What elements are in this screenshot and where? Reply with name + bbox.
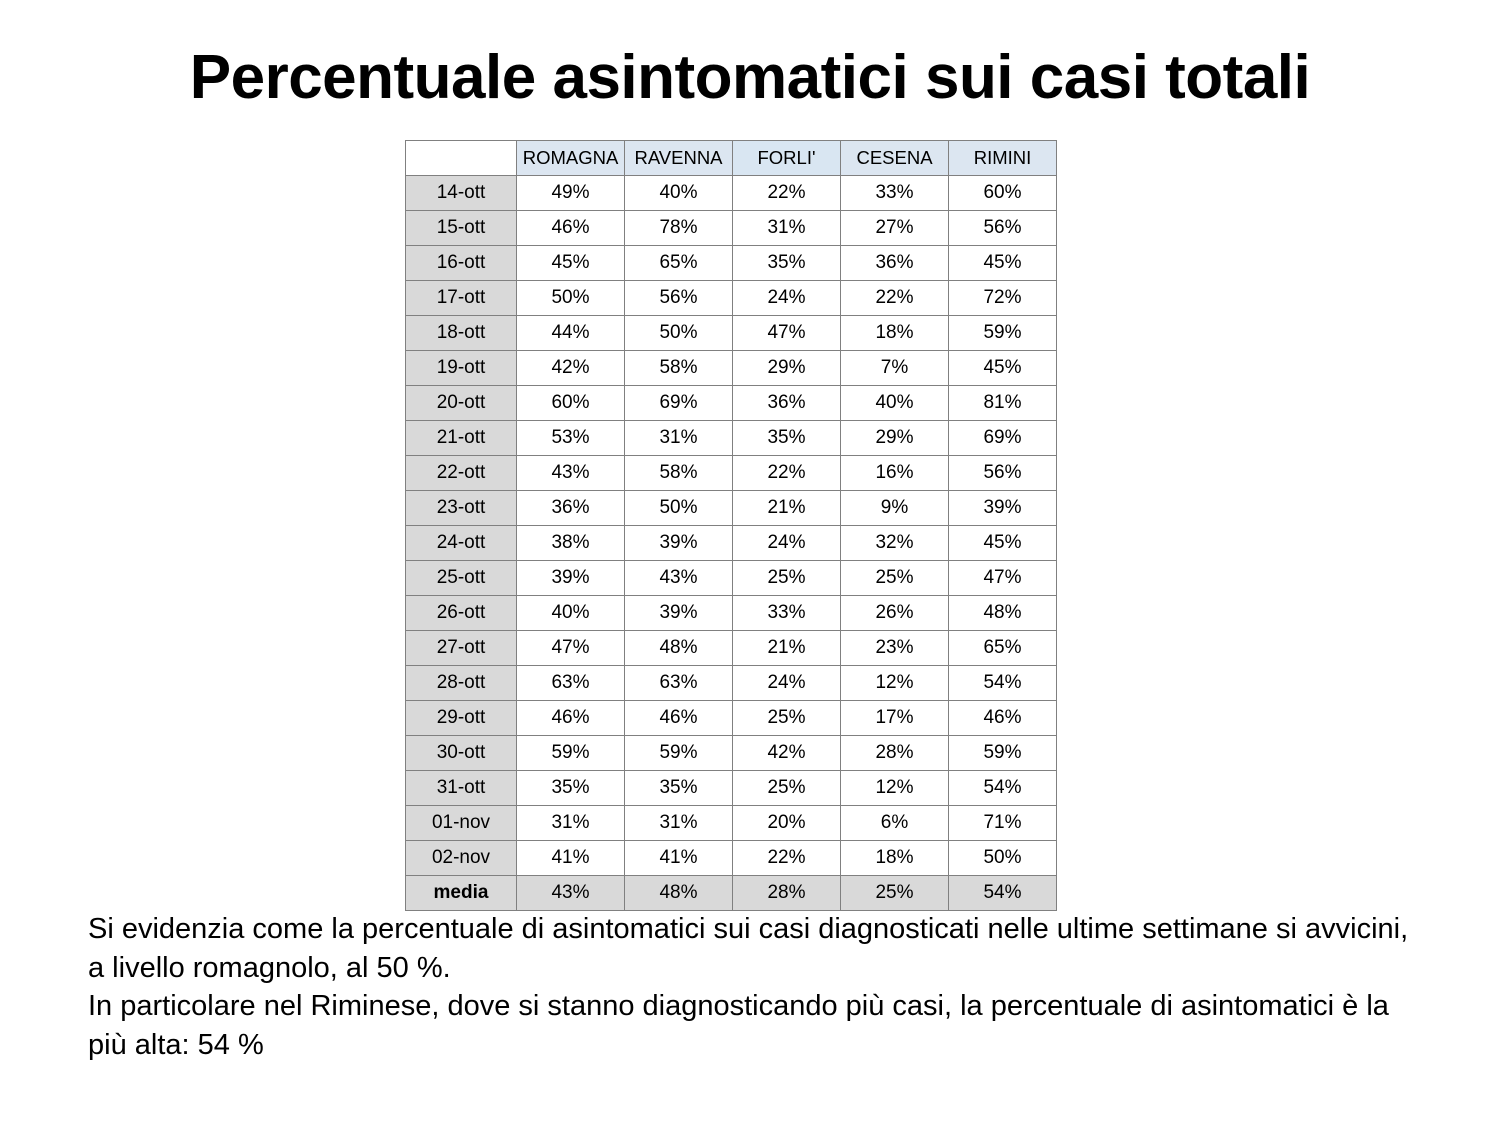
table-cell: 42% <box>733 736 841 771</box>
table-cell: 63% <box>625 666 733 701</box>
table-cell: 39% <box>625 526 733 561</box>
table-row <box>406 351 1057 386</box>
table-cell: 54% <box>949 876 1057 911</box>
table-row <box>406 561 1057 596</box>
table-cell: 35% <box>517 771 625 806</box>
table-cell: 81% <box>949 386 1057 421</box>
table-cell: 50% <box>949 841 1057 876</box>
table-cell: 28% <box>733 876 841 911</box>
table-cell: 22% <box>733 176 841 211</box>
table-cell: 22% <box>841 281 949 316</box>
table-cell: 45% <box>517 246 625 281</box>
table-cell: 25% <box>841 876 949 911</box>
table-row-header: 22-ott <box>406 456 517 491</box>
table-row-header: 19-ott <box>406 351 517 386</box>
table-row <box>406 666 1057 701</box>
table-row <box>406 841 1057 876</box>
table-cell: 53% <box>517 421 625 456</box>
table-cell: 17% <box>841 701 949 736</box>
table-row-header: 16-ott <box>406 246 517 281</box>
asymptomatic-percentage-table <box>405 140 1057 911</box>
table-row <box>406 631 1057 666</box>
table-row-header: 24-ott <box>406 526 517 561</box>
table-cell: 16% <box>841 456 949 491</box>
table-row <box>406 806 1057 841</box>
table-row-header: 15-ott <box>406 211 517 246</box>
table-cell: 59% <box>949 316 1057 351</box>
table-cell: 63% <box>517 666 625 701</box>
data-table-container <box>405 140 1057 911</box>
table-row <box>406 526 1057 561</box>
table-cell: 40% <box>841 386 949 421</box>
table-cell: 33% <box>733 596 841 631</box>
caption-line-2: In particolare nel Riminese, dove si stanno diagnosticando più casi, la percentuale di asintomatici è la più alta: 54 % <box>88 990 1389 1061</box>
table-cell: 21% <box>733 631 841 666</box>
table-cell: 35% <box>733 421 841 456</box>
table-cell: 40% <box>625 176 733 211</box>
table-row <box>406 491 1057 526</box>
table-corner-cell <box>406 141 517 176</box>
table-cell: 69% <box>625 386 733 421</box>
table-cell: 46% <box>625 701 733 736</box>
table-cell: 41% <box>625 841 733 876</box>
table-row-header: 30-ott <box>406 736 517 771</box>
table-cell: 65% <box>625 246 733 281</box>
table-cell: 39% <box>949 491 1057 526</box>
table-cell: 54% <box>949 771 1057 806</box>
table-cell: 59% <box>949 736 1057 771</box>
table-cell: 47% <box>949 561 1057 596</box>
table-cell: 18% <box>841 841 949 876</box>
table-cell: 45% <box>949 526 1057 561</box>
table-cell: 24% <box>733 666 841 701</box>
table-cell: 60% <box>517 386 625 421</box>
table-cell: 46% <box>949 701 1057 736</box>
table-cell: 22% <box>733 456 841 491</box>
table-cell: 46% <box>517 211 625 246</box>
table-cell: 49% <box>517 176 625 211</box>
table-cell: 22% <box>733 841 841 876</box>
table-cell: 24% <box>733 526 841 561</box>
table-header-row <box>406 141 1057 176</box>
caption-block <box>88 910 1418 1064</box>
table-row-header: media <box>406 876 517 911</box>
page-title: Percentuale asintomatici sui casi totali <box>189 43 1311 112</box>
table-cell: 33% <box>841 176 949 211</box>
table-cell: 59% <box>625 736 733 771</box>
table-row-header: 25-ott <box>406 561 517 596</box>
table-cell: 41% <box>517 841 625 876</box>
table-cell: 58% <box>625 351 733 386</box>
table-row-header: 28-ott <box>406 666 517 701</box>
table-row <box>406 771 1057 806</box>
table-cell: 36% <box>841 246 949 281</box>
table-row-header: 31-ott <box>406 771 517 806</box>
table-cell: 6% <box>841 806 949 841</box>
table-cell: 29% <box>733 351 841 386</box>
table-cell: 28% <box>841 736 949 771</box>
table-cell: 54% <box>949 666 1057 701</box>
table-cell: 48% <box>949 596 1057 631</box>
table-row <box>406 421 1057 456</box>
table-cell: 48% <box>625 631 733 666</box>
table-row-header: 20-ott <box>406 386 517 421</box>
table-cell: 50% <box>625 316 733 351</box>
table-column-header: FORLI' <box>733 141 841 176</box>
table-row <box>406 176 1057 211</box>
table-row-header: 27-ott <box>406 631 517 666</box>
table-column-header: ROMAGNA <box>517 141 625 176</box>
table-cell: 46% <box>517 701 625 736</box>
table-row-header: 23-ott <box>406 491 517 526</box>
table-row-header: 02-nov <box>406 841 517 876</box>
table-cell: 43% <box>517 876 625 911</box>
table-cell: 27% <box>841 211 949 246</box>
table-cell: 31% <box>733 211 841 246</box>
table-cell: 20% <box>733 806 841 841</box>
table-row <box>406 386 1057 421</box>
table-cell: 45% <box>949 246 1057 281</box>
caption-line-1: Si evidenzia come la percentuale di asintomatici sui casi diagnosticati nelle ultime settimane si avvicini, a livello romagnolo, al 50 %. <box>88 913 1409 984</box>
table-cell: 44% <box>517 316 625 351</box>
table-row <box>406 246 1057 281</box>
table-cell: 40% <box>517 596 625 631</box>
table-cell: 47% <box>517 631 625 666</box>
table-cell: 43% <box>625 561 733 596</box>
table-cell: 9% <box>841 491 949 526</box>
table-row <box>406 736 1057 771</box>
table-row-header: 26-ott <box>406 596 517 631</box>
table-cell: 23% <box>841 631 949 666</box>
table-cell: 25% <box>733 701 841 736</box>
table-row-header: 17-ott <box>406 281 517 316</box>
table-cell: 29% <box>841 421 949 456</box>
table-cell: 47% <box>733 316 841 351</box>
table-cell: 71% <box>949 806 1057 841</box>
table-cell: 43% <box>517 456 625 491</box>
table-row <box>406 701 1057 736</box>
table-row-header: 14-ott <box>406 176 517 211</box>
table-cell: 12% <box>841 666 949 701</box>
table-cell: 39% <box>625 596 733 631</box>
table-cell: 35% <box>625 771 733 806</box>
table-cell: 32% <box>841 526 949 561</box>
table-cell: 7% <box>841 351 949 386</box>
table-cell: 39% <box>517 561 625 596</box>
table-cell: 48% <box>625 876 733 911</box>
table-cell: 69% <box>949 421 1057 456</box>
table-cell: 36% <box>733 386 841 421</box>
table-cell: 18% <box>841 316 949 351</box>
table-cell: 31% <box>625 806 733 841</box>
table-cell: 65% <box>949 631 1057 666</box>
table-cell: 24% <box>733 281 841 316</box>
table-cell: 72% <box>949 281 1057 316</box>
table-cell: 25% <box>841 561 949 596</box>
table-row-header: 29-ott <box>406 701 517 736</box>
table-row <box>406 316 1057 351</box>
table-row <box>406 596 1057 631</box>
table-cell: 38% <box>517 526 625 561</box>
table-cell: 56% <box>949 456 1057 491</box>
table-cell: 58% <box>625 456 733 491</box>
table-cell: 26% <box>841 596 949 631</box>
table-cell: 42% <box>517 351 625 386</box>
table-row <box>406 456 1057 491</box>
table-cell: 36% <box>517 491 625 526</box>
table-cell: 56% <box>949 211 1057 246</box>
table-cell: 25% <box>733 561 841 596</box>
table-row-header: 01-nov <box>406 806 517 841</box>
table-row <box>406 281 1057 316</box>
table-row <box>406 876 1057 911</box>
table-row <box>406 211 1057 246</box>
table-cell: 59% <box>517 736 625 771</box>
table-body <box>406 176 1057 911</box>
table-cell: 45% <box>949 351 1057 386</box>
table-cell: 12% <box>841 771 949 806</box>
table-cell: 31% <box>625 421 733 456</box>
table-cell: 50% <box>517 281 625 316</box>
table-column-header: CESENA <box>841 141 949 176</box>
table-cell: 50% <box>625 491 733 526</box>
table-cell: 25% <box>733 771 841 806</box>
table-cell: 78% <box>625 211 733 246</box>
table-cell: 60% <box>949 176 1057 211</box>
table-cell: 31% <box>517 806 625 841</box>
table-column-header: RAVENNA <box>625 141 733 176</box>
table-header <box>406 141 1057 176</box>
table-cell: 21% <box>733 491 841 526</box>
table-column-header: RIMINI <box>949 141 1057 176</box>
table-cell: 35% <box>733 246 841 281</box>
table-row-header: 18-ott <box>406 316 517 351</box>
table-cell: 56% <box>625 281 733 316</box>
table-row-header: 21-ott <box>406 421 517 456</box>
